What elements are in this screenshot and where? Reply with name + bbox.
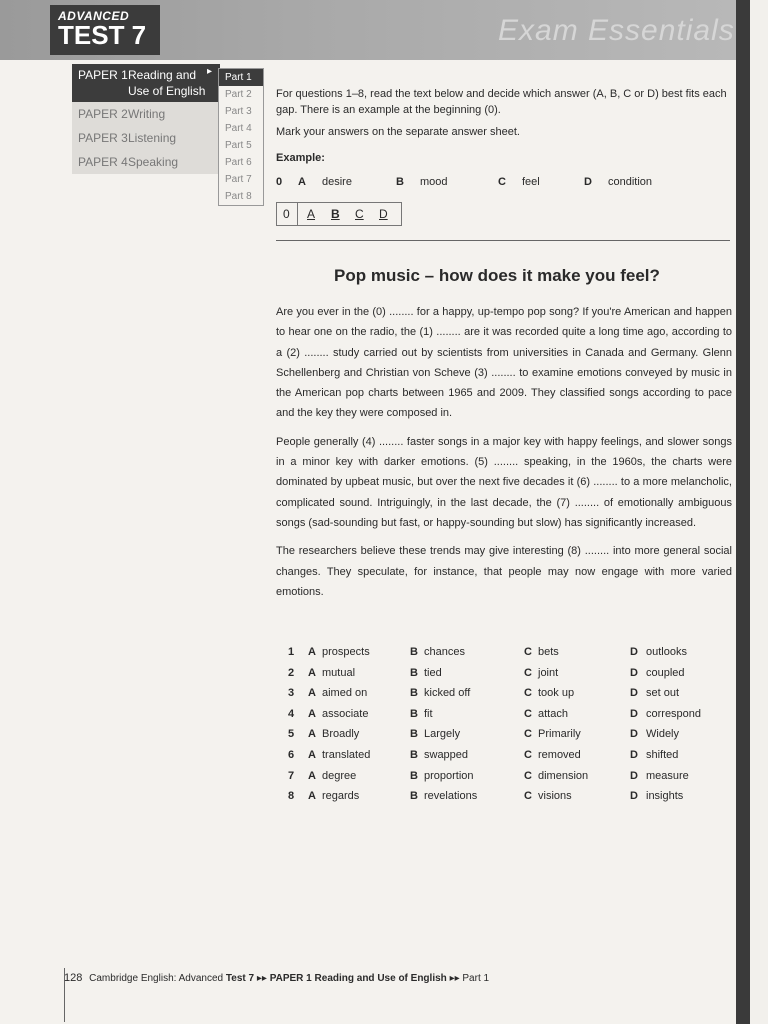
option-letter-a: A	[308, 707, 316, 720]
option-a: mutual	[322, 666, 356, 679]
example-answer-box	[276, 202, 402, 226]
example-d-word: condition	[608, 176, 653, 188]
option-b: swapped	[424, 748, 469, 761]
option-letter-d: D	[630, 707, 638, 720]
part-6-item[interactable]: Part 6	[225, 157, 252, 168]
example-a-word: desire	[322, 176, 352, 188]
option-letter-b: B	[410, 687, 418, 700]
option-letter-c: C	[524, 728, 532, 741]
option-d: shifted	[646, 748, 679, 761]
option-letter-b: B	[410, 748, 418, 761]
option-letter-a: A	[308, 646, 316, 658]
article-paragraph-3: The researchers believe these trends may give interesting (8) ........ into more general social changes. They speculate, for instance, that people may now engage with more varied emotions.	[276, 545, 732, 598]
exam-essentials-title: Exam Essentials	[498, 14, 735, 47]
nav-paper-4[interactable]	[72, 150, 220, 174]
nav-paper-2[interactable]	[72, 102, 220, 126]
nav-paper-3[interactable]	[72, 126, 220, 150]
question-row	[288, 687, 728, 708]
option-letter-a: A	[308, 728, 316, 741]
nav-paper-label: PAPER 3	[78, 131, 128, 145]
option-letter-b: B	[410, 728, 418, 741]
parts-menu	[218, 68, 264, 206]
option-b: Largely	[424, 728, 461, 741]
option-c: Primarily	[538, 728, 581, 741]
part-1-item[interactable]: Part 1	[219, 69, 263, 86]
option-letter-b: B	[410, 646, 418, 658]
example-c-word: feel	[522, 176, 540, 188]
option-d: set out	[646, 687, 680, 700]
question-row	[288, 749, 728, 770]
test-badge	[50, 5, 160, 55]
example-b-word: mood	[420, 176, 448, 188]
option-a: aimed on	[322, 687, 368, 700]
option-letter-c: C	[524, 666, 532, 679]
nav-paper-label: PAPER 4	[78, 155, 128, 169]
option-d: measure	[646, 769, 689, 782]
option-c: dimension	[538, 769, 589, 782]
option-letter-b: B	[410, 666, 418, 679]
option-letter-a: A	[308, 687, 316, 700]
option-b: chances	[424, 646, 465, 658]
option-letter-c: C	[524, 748, 532, 761]
option-letter-b: B	[410, 790, 418, 803]
option-a: regards	[322, 790, 360, 803]
option-c: visions	[538, 790, 572, 803]
option-letter-b: B	[410, 769, 418, 782]
option-letter-c: C	[524, 707, 532, 720]
example-a-letter: A	[298, 176, 306, 188]
option-b: revelations	[424, 790, 478, 803]
nav-paper-name: Listening	[128, 131, 177, 145]
example-c-letter: C	[498, 176, 506, 188]
nav-paper-label: PAPER 2	[78, 107, 128, 121]
nav-paper-label: PAPER 1	[78, 68, 128, 82]
option-letter-d: D	[630, 769, 638, 782]
example-b-letter: B	[396, 176, 404, 188]
article-paragraph-2: People generally (4) ........ faster songs in a major key with happy feelings, and slower songs in a minor key with darker emotions. (5) ........ speaking, in the 1960s, the charts were dominated by upbeat music, but over the next five decades it (6) ........ to a more melancholic, complicated sound. Intriguingly, in the last decade, the (7) ........ of emotionally ambiguous songs (sad-sounding but fast, or happy-sounding but slow) has significantly increased.	[276, 435, 732, 529]
answer-sheet-note: Mark your answers on the separate answer sheet.	[276, 126, 520, 138]
footer-part: Part 1	[462, 973, 490, 984]
option-d: outlooks	[646, 646, 687, 658]
option-letter-a: A	[308, 790, 316, 803]
article-paragraph-1: Are you ever in the (0) ........ for a happy, up-tempo pop song? If you're American and happen to hear one on the radio, the (1) ........ are it was recorded quite a long time ago, according to a (2) ........ study carried out by scientists from universities in Canada and Germany. Glenn Schellenberg and Christian von Scheve (3) ........ to examine emotions conveyed by music in the American pop charts between 1965 and 2009. They classified songs according to pace and the key they were composed in.	[276, 306, 732, 420]
option-letter-c: C	[524, 790, 532, 803]
option-d: Widely	[646, 728, 680, 741]
article-body	[276, 302, 732, 610]
question-row	[288, 790, 728, 811]
answer-option-d: D	[379, 207, 388, 221]
page-footer	[64, 972, 489, 984]
test-number: TEST 7	[58, 20, 147, 50]
option-a: prospects	[322, 646, 370, 658]
question-row	[288, 728, 728, 749]
option-letter-c: C	[524, 769, 532, 782]
footer-paper: PAPER 1	[269, 973, 312, 984]
option-b: tied	[424, 666, 442, 679]
nav-arrow-icon: ▸	[207, 66, 213, 77]
option-a: degree	[322, 769, 357, 782]
part-5-item[interactable]: Part 5	[225, 140, 252, 151]
option-d: correspond	[646, 707, 702, 720]
question-row	[288, 770, 728, 791]
option-letter-d: D	[630, 666, 638, 679]
option-letter-c: C	[524, 646, 532, 658]
part-4-item[interactable]: Part 4	[225, 123, 252, 134]
option-letter-b: B	[410, 707, 418, 720]
option-b: kicked off	[424, 687, 471, 700]
example-num: 0	[276, 176, 283, 188]
option-letter-d: D	[630, 748, 638, 761]
option-letter-a: A	[308, 769, 316, 782]
section-divider	[276, 240, 730, 241]
nav-paper-name: Reading and Use of English	[128, 68, 206, 98]
nav-paper-name: Writing	[128, 107, 166, 121]
advanced-label: ADVANCED	[58, 9, 130, 23]
option-letter-d: D	[630, 790, 638, 803]
answer-options	[288, 646, 728, 811]
part-8-item[interactable]: Part 8	[225, 191, 252, 202]
footer-paper-name: Reading and Use of English	[314, 973, 447, 984]
option-a: translated	[322, 748, 371, 761]
question-number: 1	[288, 646, 295, 658]
question-number: 4	[288, 707, 295, 720]
question-number: 5	[288, 728, 295, 741]
answer-box-num: 0	[283, 207, 290, 221]
option-d: insights	[646, 790, 684, 803]
option-b: fit	[424, 707, 433, 720]
question-number: 6	[288, 748, 295, 761]
question-number: 3	[288, 687, 295, 700]
question-row	[288, 708, 728, 729]
option-c: removed	[538, 748, 581, 761]
option-c: took up	[538, 687, 575, 700]
instructions	[276, 86, 730, 146]
question-number: 8	[288, 790, 295, 803]
article-title: Pop music – how does it make you feel?	[334, 266, 660, 285]
part-7-item[interactable]: Part 7	[225, 174, 252, 185]
nav-paper-name: Speaking	[128, 155, 179, 169]
option-d: coupled	[646, 666, 685, 679]
question-row	[288, 667, 728, 688]
answer-option-c: C	[355, 207, 364, 221]
option-c: attach	[538, 707, 568, 720]
page-number: 128	[64, 972, 83, 984]
answer-option-b: B	[331, 207, 340, 221]
answer-option-a: A	[307, 207, 316, 221]
option-letter-d: D	[630, 687, 638, 700]
paper-nav	[72, 64, 220, 174]
footer-arrow-icon: ▸▸	[449, 973, 460, 984]
example-label: Example:	[276, 152, 325, 164]
footer-arrow-icon: ▸▸	[256, 973, 267, 984]
example-d-letter: D	[584, 176, 592, 188]
option-letter-a: A	[308, 748, 316, 761]
option-c: bets	[538, 646, 559, 658]
footer-test: Test 7	[225, 973, 255, 984]
option-a: Broadly	[322, 728, 360, 741]
question-number: 2	[288, 666, 295, 679]
part-2-item[interactable]: Part 2	[225, 89, 252, 100]
option-letter-d: D	[630, 728, 638, 741]
option-a: associate	[322, 707, 369, 720]
answer-box-divider	[297, 203, 298, 225]
part-3-item[interactable]: Part 3	[225, 106, 252, 117]
option-letter-a: A	[308, 666, 316, 679]
example-row	[276, 176, 676, 192]
option-b: proportion	[424, 769, 474, 782]
option-c: joint	[538, 666, 559, 679]
question-row	[288, 646, 728, 667]
footer-book: Cambridge English: Advanced	[89, 973, 224, 984]
question-number: 7	[288, 769, 295, 782]
option-letter-c: C	[524, 687, 532, 700]
option-letter-d: D	[630, 646, 638, 658]
nav-paper-1[interactable]	[72, 64, 220, 102]
instruction-text: For questions 1–8, read the text below and decide which answer (A, B, C or D) best fits each gap. There is an example at the beginning (0).	[276, 88, 727, 116]
